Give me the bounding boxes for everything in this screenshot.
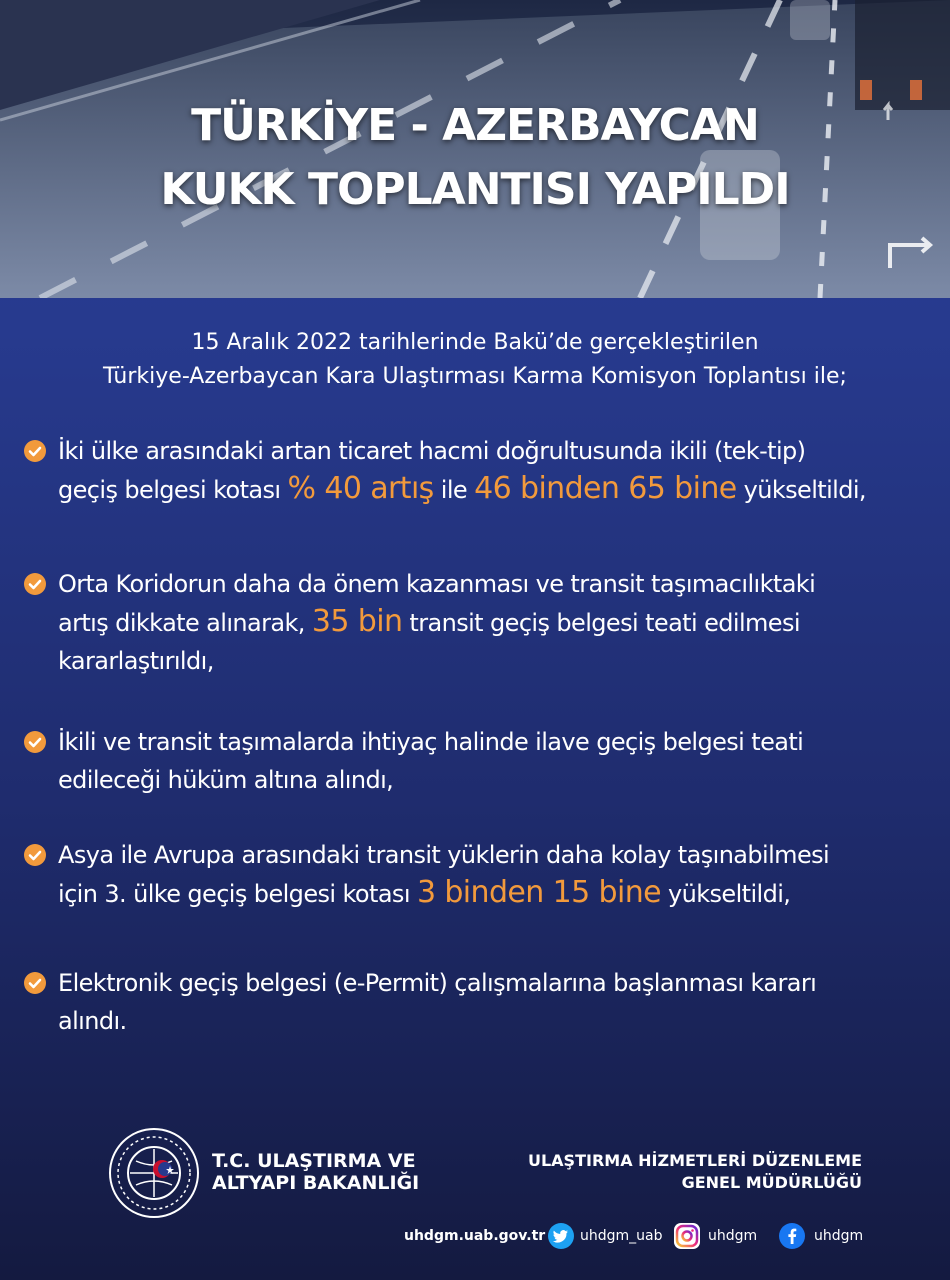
bullet-line: [58, 874, 950, 913]
bullet-line: [58, 470, 950, 509]
facebook-icon[interactable]: [779, 1223, 805, 1249]
facebook-handle[interactable]: uhdgm: [814, 1228, 864, 1244]
bullet-line: Orta Koridorun daha da önem kazanması ve transit taşımacılıktaki: [58, 570, 816, 598]
directorate-name-line: ULAŞTIRMA HİZMETLERİ DÜZENLEME: [527, 1151, 862, 1170]
bullet-line: edileceği hüküm altına alındı,: [58, 766, 394, 794]
check-circle-icon: [24, 844, 46, 866]
bullet-line: kararlaştırıldı,: [58, 647, 214, 675]
bullet-text-segment: ile: [433, 476, 475, 504]
bullet-text-segment: artış dikkate alınarak,: [58, 609, 312, 637]
bullet-text-segment: geçiş belgesi kotası: [58, 476, 288, 504]
bullet-line: Elektronik geçiş belgesi (e-Permit) çalışmalarına başlanması kararı: [58, 969, 817, 997]
directorate-name: [528, 1150, 862, 1194]
bullet-text-segment: transit geçiş belgesi teati edilmesi: [402, 609, 800, 637]
ministry-name-line: T.C. ULAŞTIRMA VE: [212, 1150, 416, 1172]
bullet-text: [58, 723, 950, 799]
bullet-text-segment: için 3. ülke geçiş belgesi kotası: [58, 880, 417, 908]
website-link[interactable]: uhdgm.uab.gov.tr: [404, 1228, 546, 1244]
ministry-name-line: ALTYAPI BAKANLIĞI: [212, 1172, 420, 1194]
check-circle-icon: [24, 972, 46, 994]
bullet-line: [58, 603, 950, 642]
bullet-text: [58, 432, 950, 509]
bullet-text-segment: yükseltildi,: [660, 880, 791, 908]
highlight-percentage: % 40 artış: [287, 471, 434, 506]
bullet-text-segment: yükseltildi,: [736, 476, 866, 504]
title-line-1: TÜRKİYE - AZERBAYCAN: [191, 100, 759, 151]
check-circle-icon: [24, 440, 46, 462]
instagram-icon[interactable]: [674, 1223, 700, 1249]
highlight-third-country-quota: 3 binden 15 bine: [416, 875, 661, 910]
check-circle-icon: [24, 573, 46, 595]
bullet-text: [58, 964, 950, 1040]
bullet-text: [58, 565, 950, 680]
intro-line-1: 15 Aralık 2022 tarihlerinde Bakü’de gerçekleştirilen: [191, 330, 759, 355]
twitter-icon[interactable]: [548, 1223, 574, 1249]
bullet-line: Asya ile Avrupa arasındaki transit yüklerin daha kolay taşınabilmesi: [58, 841, 830, 869]
intro-line-2: Türkiye-Azerbaycan Kara Ulaştırması Karma Komisyon Toplantısı ile;: [103, 364, 847, 389]
bullet-text: [58, 836, 950, 913]
bullet-line: İkili ve transit taşımalarda ihtiyaç halinde ilave geçiş belgesi teati: [58, 728, 804, 756]
check-circle-icon: [24, 731, 46, 753]
highlight-transit-count: 35 bin: [311, 604, 403, 639]
highlight-quota: 46 binden 65 bine: [474, 471, 737, 506]
ministry-emblem-logo: [108, 1127, 200, 1219]
ministry-name: [212, 1150, 419, 1194]
directorate-name-line: GENEL MÜDÜRLÜĞÜ: [681, 1173, 862, 1192]
twitter-handle[interactable]: uhdgm_uab: [580, 1228, 663, 1244]
bullet-line: alındı.: [58, 1007, 127, 1035]
instagram-handle[interactable]: uhdgm: [708, 1228, 758, 1244]
bullet-line: İki ülke arasındaki artan ticaret hacmi doğrultusunda ikili (tek-tip): [58, 437, 806, 465]
title-line-2: KUKK TOPLANTISI YAPILDI: [160, 164, 790, 215]
